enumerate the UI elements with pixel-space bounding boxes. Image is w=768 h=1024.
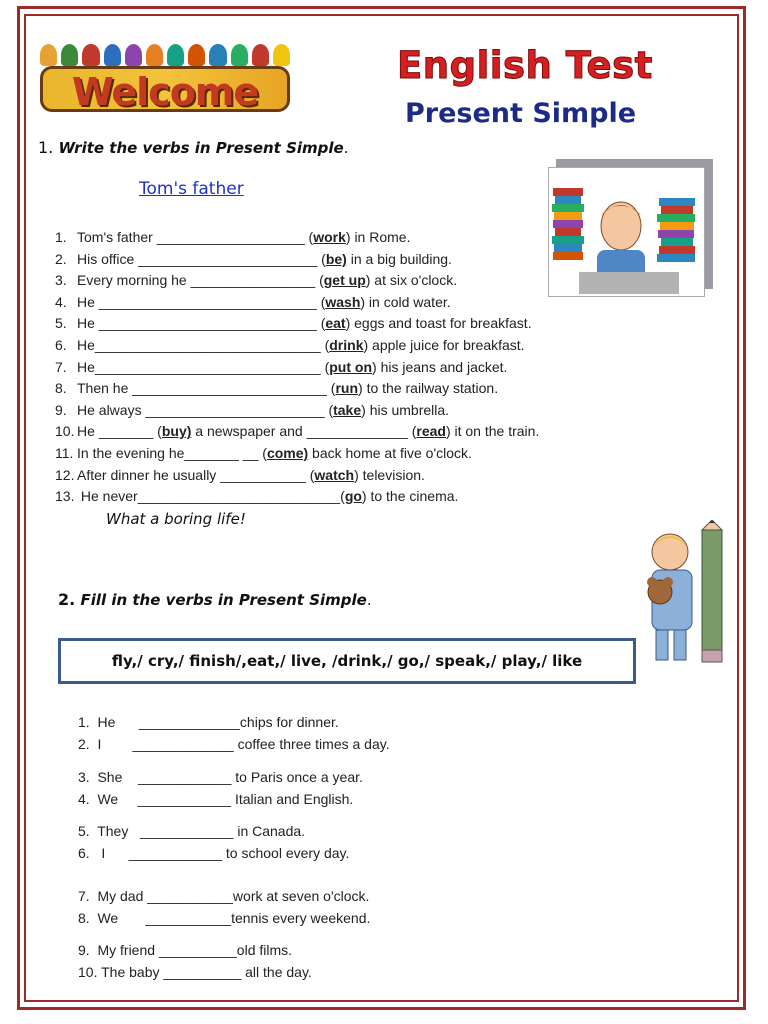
- welcome-kids-clipart: [40, 44, 290, 68]
- list-item: 9. He always _______________________ (take) his umbrella.: [55, 401, 450, 418]
- list-item: 10. The baby __________ all the day.: [78, 964, 312, 980]
- list-item: 6. I ____________ to school every day.: [78, 845, 350, 861]
- section2-group-4: [78, 885, 370, 929]
- list-item: 6. He_____________________________ (drink) apple juice for breakfast.: [55, 336, 525, 353]
- list-item: 4. He ____________________________ (wash) in cold water.: [55, 293, 451, 310]
- section2-group-2: [78, 766, 363, 810]
- list-item: 11. In the evening he_______ __ (come) back home at five o'clock.: [55, 444, 472, 461]
- section2-number: 2.: [58, 590, 76, 609]
- page-subtitle: Present Simple: [405, 98, 637, 129]
- story-title: Tom's father: [139, 179, 244, 199]
- list-item: 10. He _______ (buy) a newspaper and _____________ (read) it on the train.: [55, 423, 540, 440]
- welcome-logo: Welcome: [40, 66, 290, 112]
- section2-group-1: [78, 711, 390, 755]
- list-item: 1. Tom's father ___________________ (work) in Rome.: [55, 229, 411, 245]
- word-bank-box: fly,/ cry,/ finish/,eat,/ live, /drink,/ go,/ speak,/ play,/ like: [58, 638, 636, 684]
- student-with-books-image: [548, 167, 705, 297]
- closing-remark: What a boring life!: [106, 510, 246, 528]
- section2-heading: 2. Fill in the verbs in Present Simple.: [58, 590, 372, 609]
- section1-heading: 1. Write the verbs in Present Simple.: [38, 138, 349, 157]
- section1-number: 1.: [38, 138, 54, 157]
- list-item: 7. My dad ___________work at seven o'clock.: [78, 888, 370, 904]
- list-item: 4. We ____________ Italian and English.: [78, 791, 354, 807]
- list-item: 2. I _____________ coffee three times a day.: [78, 736, 390, 752]
- boy-with-pencil-image: [640, 520, 740, 670]
- list-item: 12. After dinner he usually ___________ (watch) television.: [55, 466, 425, 483]
- list-item: 9. My friend __________old films.: [78, 942, 293, 958]
- list-item: 3. She ____________ to Paris once a year.: [78, 769, 363, 785]
- section1-exercise-list: [55, 227, 539, 508]
- section2-group-5: [78, 939, 312, 983]
- list-item: 8. Then he _________________________ (run) to the railway station.: [55, 380, 499, 397]
- section2-instruction: Fill in the verbs in Present Simple: [80, 591, 367, 609]
- list-item: 1. He _____________chips for dinner.: [78, 714, 339, 730]
- list-item: 8. We ___________tennis every weekend.: [78, 910, 371, 926]
- section2-group-3: [78, 820, 349, 864]
- page-title: English Test: [397, 44, 653, 87]
- list-item: 3. Every morning he ________________ (get up) at six o'clock.: [55, 272, 458, 289]
- list-item: 5. He ____________________________ (eat) eggs and toast for breakfast.: [55, 315, 532, 332]
- list-item: 7. He_____________________________ (put on) his jeans and jacket.: [55, 358, 508, 375]
- list-item: 13. He never__________________________(go) to the cinema.: [55, 488, 459, 505]
- list-item: 5. They ____________ in Canada.: [78, 823, 306, 839]
- section1-instruction: Write the verbs in Present Simple: [58, 139, 344, 157]
- list-item: 2. His office _______________________ (be) in a big building.: [55, 250, 452, 267]
